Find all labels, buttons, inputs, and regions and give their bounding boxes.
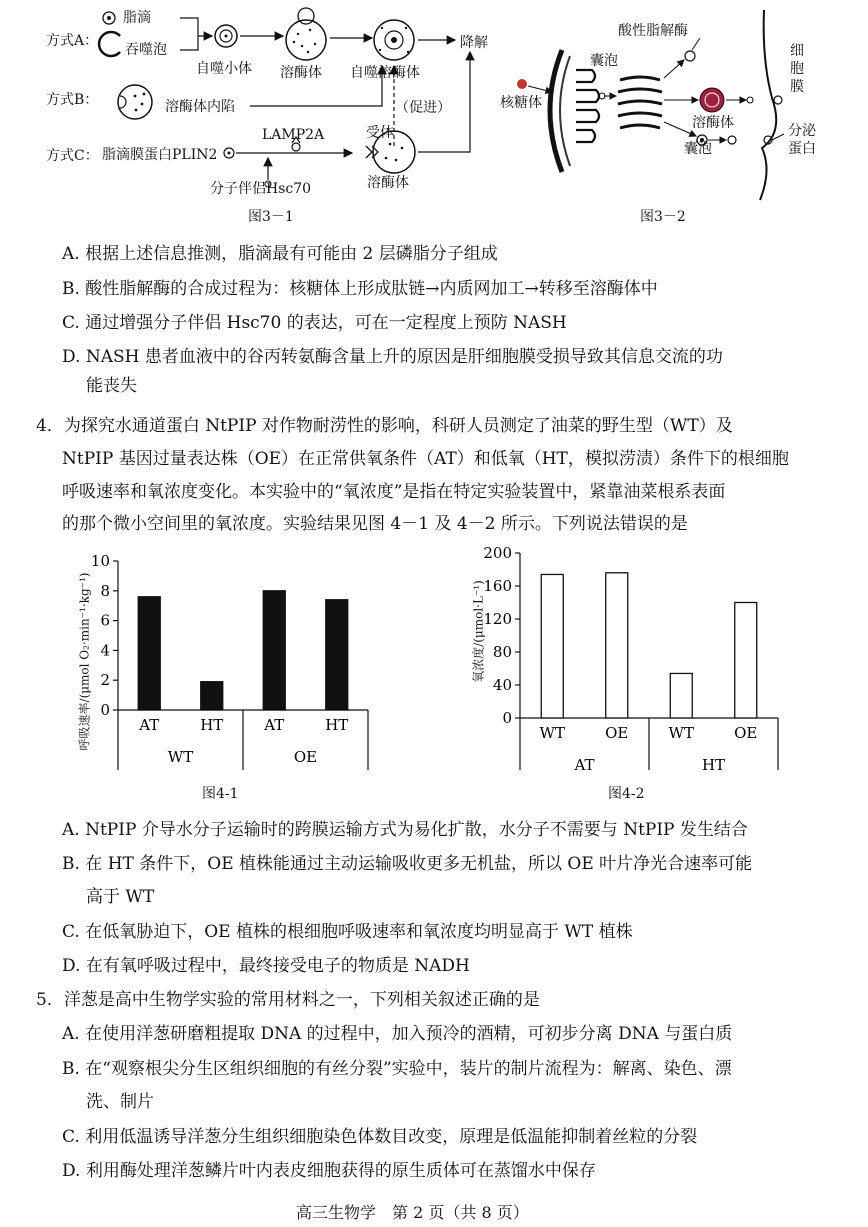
lysosome-icon xyxy=(286,20,326,60)
mode-b-label: 方式B： xyxy=(46,92,99,108)
q5-option-d: D. 利用酶处理洋葱鳞片叶内表皮细胞获得的原生质体可在蒸馏水中保存 xyxy=(62,1161,596,1181)
q3-option-d: D. NASH 患者血液中的谷丙转氨酶含量上升的原因是肝细胞膜受损导致其信息交流的功 xyxy=(62,347,723,367)
q5-option-b: B. 在“观察根尖分生区组织细胞的有丝分裂”实验中，装片的制片流程为：解离、染色、漂 xyxy=(62,1059,732,1079)
q5-option-c: C. 利用低温诱导洋葱分生组织细胞染色体数目改变，原理是低温能抑制着丝粒的分裂 xyxy=(62,1127,698,1147)
ribosome-label: 核糖体 xyxy=(500,95,542,111)
category-label: OE xyxy=(605,724,629,742)
y-tick-label: 80 xyxy=(492,643,512,661)
group-label: OE xyxy=(293,748,318,766)
figure-3-2-caption: 图3－2 xyxy=(640,209,686,225)
q4-option-a: A. NtPIP 介导水分子运输时的跨膜运输方式为易化扩散，水分子不需要与 NtPIP 发生结合 xyxy=(62,820,748,840)
q3-option-a: A. 根据上述信息推测，脂滴最有可能由 2 层磷脂分子组成 xyxy=(62,244,498,264)
lysosome-icon xyxy=(700,88,724,112)
lysosome-invagination-icon xyxy=(118,85,152,119)
y-tick-label: 120 xyxy=(483,610,512,628)
bar xyxy=(138,597,160,710)
y-tick-label: 10 xyxy=(90,552,110,570)
vesicle1-label: 囊泡 xyxy=(590,53,618,69)
bar xyxy=(201,682,223,710)
phagophore-icon xyxy=(99,32,120,56)
category-label: HT xyxy=(325,716,349,734)
bar xyxy=(606,573,628,718)
autophagosome-label: 自噬小体 xyxy=(196,61,252,77)
y-tick-label: 8 xyxy=(100,581,110,600)
category-label: WT xyxy=(668,724,694,742)
phagophore-label: 吞噬泡 xyxy=(125,42,167,58)
chart-4-2-caption: 图4-2 xyxy=(608,786,645,802)
q5-option-b-cont: 洗、制片 xyxy=(86,1092,154,1112)
figure-4-1 xyxy=(60,545,380,805)
q4-option-d: D. 在有氧呼吸过程中，最终接受电子的物质是 NADH xyxy=(62,956,470,976)
q4-stem-line-1: 4．为探究水通道蛋白 NtPIP 对作物耐涝性的影响，科研人员测定了油菜的野生型（WT）及 xyxy=(36,416,733,436)
category-label: AT xyxy=(264,716,285,734)
figure-3-2 xyxy=(500,0,830,230)
lysosome-label: 溶酶体 xyxy=(692,115,734,131)
lysosome-invagination-label: 溶酶体内陷 xyxy=(165,99,235,115)
category-label: WT xyxy=(539,724,565,742)
q5-stem: 5．洋葱是高中生物学实验的常用材料之一，下列相关叙述正确的是 xyxy=(36,990,540,1010)
q4-stem-line-4: 的那个微小空间里的氧浓度。实验结果见图 4－1 及 4－2 所示。下列说法错误的是 xyxy=(62,514,688,534)
membrane-label-3: 膜 xyxy=(790,79,804,95)
q3-option-c: C. 通过增强分子伴侣 Hsc70 的表达，可在一定程度上预防 NASH xyxy=(62,313,567,333)
chart-4-1-ylabel: 呼吸速率/(μmol O₂·min⁻¹·kg⁻¹) xyxy=(77,572,92,751)
bar xyxy=(326,600,348,710)
category-label: OE xyxy=(734,724,758,742)
plin2-label: 脂滴膜蛋白PLIN2 xyxy=(102,147,218,163)
autolysosome-label: 自噬溶酶体 xyxy=(350,65,420,81)
y-tick-label: 4 xyxy=(100,641,110,660)
y-tick-label: 40 xyxy=(492,676,512,694)
lipid-droplet-label: 脂滴 xyxy=(123,10,151,26)
figure-3-1 xyxy=(40,0,510,230)
q4-stem-line-2: NtPIP 基因过量表达株（OE）在正常供氧条件（AT）和低氧（HT，模拟涝渍）条件下的根细胞 xyxy=(62,449,789,469)
ribosome-icon xyxy=(517,79,527,89)
promote-label: （促进） xyxy=(395,100,451,116)
acid-lipase-label: 酸性脂解酶 xyxy=(618,23,688,39)
er-icon xyxy=(576,70,599,142)
q5-option-a: A. 在使用洋葱研磨粗提取 DNA 的过程中，加入预冷的酒精，可初步分离 DNA 与蛋白质 xyxy=(62,1024,733,1044)
degrade-label: 降解 xyxy=(460,35,488,51)
q3-option-b: B. 酸性脂解酶的合成过程为：核糖体上形成肽链→内质网加工→转移至溶酶体中 xyxy=(62,279,658,299)
group-label: WT xyxy=(167,748,194,766)
group-label: AT xyxy=(574,756,595,774)
q4-option-b: B. 在 HT 条件下，OE 植株能通过主动运输吸收更多无机盐，所以 OE 叶片净光合速率可能 xyxy=(62,854,753,874)
vesicle2-label: 囊泡 xyxy=(684,141,712,157)
q4-stem-line-3: 呼吸速率和氧浓度变化。本实验中的“氧浓度”是指在特定实验装置中，紧靠油菜根系表面 xyxy=(62,482,726,502)
chart-4-2-ylabel: 氧浓度/(μmol·L⁻¹) xyxy=(471,580,486,683)
chart-4-2 xyxy=(460,545,820,775)
receptor-label: 受体 xyxy=(366,125,394,141)
receptor-icon xyxy=(366,146,378,158)
bar xyxy=(263,591,285,710)
page-footer: 高三生物学 第 2 页（共 8 页） xyxy=(296,1203,529,1222)
chart-4-1-caption: 图4-1 xyxy=(202,786,239,802)
lysosome-label: 溶酶体 xyxy=(280,65,322,81)
lysosome-c-label: 溶酶体 xyxy=(367,175,409,191)
lamp2a-icon xyxy=(292,143,300,151)
secreted-label-1: 分泌 xyxy=(788,123,816,139)
q4-option-c: C. 在低氧胁迫下，OE 植株的根细胞呼吸速率和氧浓度均明显高于 WT 植株 xyxy=(62,922,633,942)
mode-a-label: 方式A： xyxy=(46,33,99,49)
secreted-label-2: 蛋白 xyxy=(788,141,816,157)
mode-c-label: 方式C： xyxy=(46,148,99,164)
q3-option-d-cont: 能丧失 xyxy=(86,376,137,396)
y-tick-label: 2 xyxy=(100,671,110,690)
bar xyxy=(735,603,757,719)
y-tick-label: 0 xyxy=(502,709,512,727)
figure-3-1-caption: 图3－1 xyxy=(248,209,294,225)
chaperone-label: 分子伴侣Hsc70 xyxy=(210,181,312,197)
bar xyxy=(541,574,563,718)
group-label: HT xyxy=(701,756,726,774)
membrane-label-2: 胞 xyxy=(790,61,804,77)
category-label: AT xyxy=(139,716,160,734)
membrane-label-1: 细 xyxy=(790,43,804,59)
q4-option-b-cont: 高于 WT xyxy=(86,887,155,907)
cell-membrane-icon xyxy=(760,10,776,200)
y-tick-label: 0 xyxy=(100,701,110,719)
lamp2a-label: LAMP2A xyxy=(262,127,325,143)
bar xyxy=(670,673,692,718)
y-tick-label: 160 xyxy=(483,577,512,595)
y-tick-label: 6 xyxy=(100,611,110,630)
y-tick-label: 200 xyxy=(483,545,512,562)
figure-4-2 xyxy=(460,545,820,805)
chart-4-1 xyxy=(60,545,380,775)
golgi-icon xyxy=(618,77,662,128)
category-label: HT xyxy=(200,716,224,734)
